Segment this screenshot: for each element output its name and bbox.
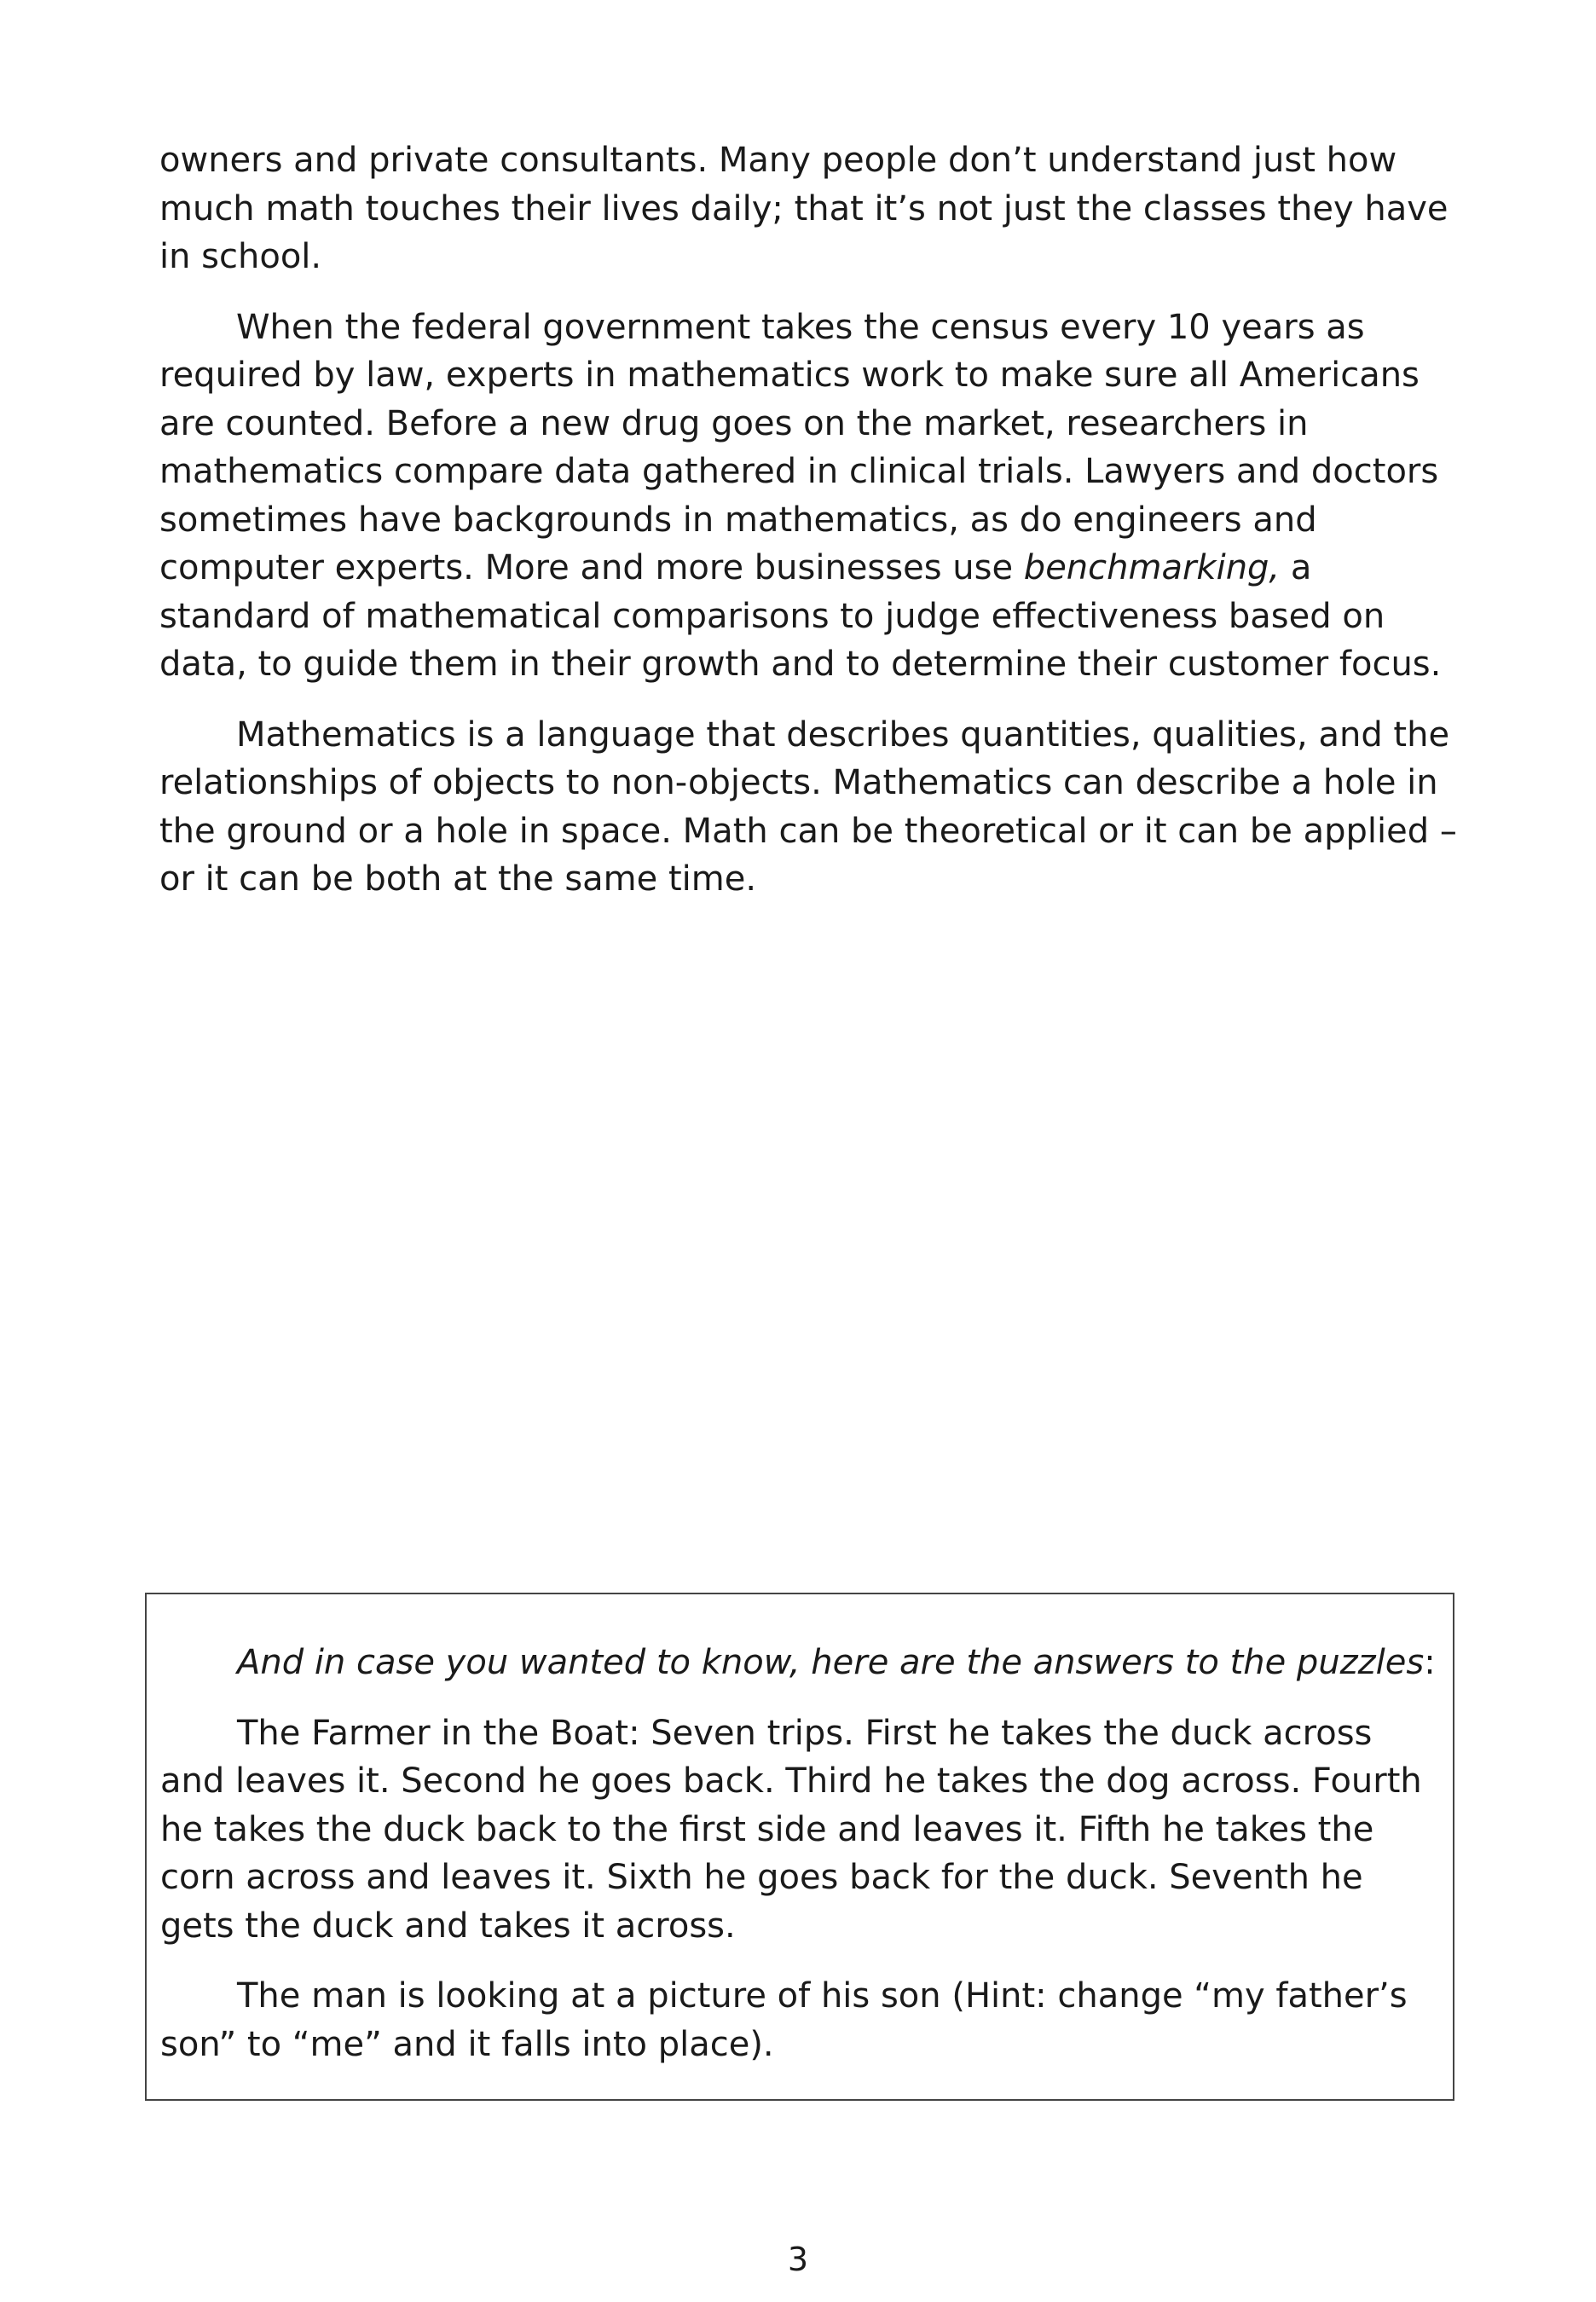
puzzle-answers-text [160, 1639, 1439, 2091]
paragraph-math-in-daily-life: owners and private consultants. Many people don’t understand just how much math touches their lives daily; that it’s not just the classes they have in school. [159, 141, 1449, 276]
paragraph-census-text: When the federal government takes the census every 10 years as required by law, experts in mathematics work to make sure all Americans are counted. Before a new drug goes on the market, researchers in mathematics compare data gathered in clinical trials. Lawyers and doctors sometimes have backgrounds in mathematics, as do engineers and computer experts. More and more businesses use [159, 307, 1439, 587]
farmer-in-boat-answer: The Farmer in the Boat: Seven trips. First he takes the duck across and leaves it. Second he goes back. Third he takes the dog across. Fourth he takes the duck back to the first side and leaves it. Fifth he takes the corn across and leaves it. Sixth he goes back for the duck. Seventh he gets the duck and takes it across. [160, 1713, 1422, 1946]
picture-riddle-answer: The man is looking at a picture of his son (Hint: change “my father’s son” to “me” and it falls into place). [160, 1976, 1408, 2064]
paragraph-census-text-end: a standard of mathematical comparisons to judge effectiveness based on data, to guide them in their growth and to determine their customer focus. [159, 548, 1442, 684]
answers-intro-text: And in case you wanted to know, here are the answers to the puzzles [237, 1643, 1425, 1682]
page-number: 3 [787, 2241, 809, 2278]
answers-intro-colon: : [1424, 1643, 1436, 1682]
paragraph-census-and-benchmarking [159, 304, 1464, 689]
puzzle-answers-box [145, 1593, 1454, 2101]
answers-intro [160, 1639, 1439, 1687]
paragraph-mathematics-language: Mathematics is a language that describes quantities, qualities, and the relationships of objects to non-objects. Mathematics can describe a hole in the ground or a hole in space. Math can be theoretical or it can be applied – or it can be both at the same time. [159, 714, 1457, 899]
benchmarking-term: benchmarking, [1023, 548, 1281, 587]
body-text [159, 136, 1464, 926]
